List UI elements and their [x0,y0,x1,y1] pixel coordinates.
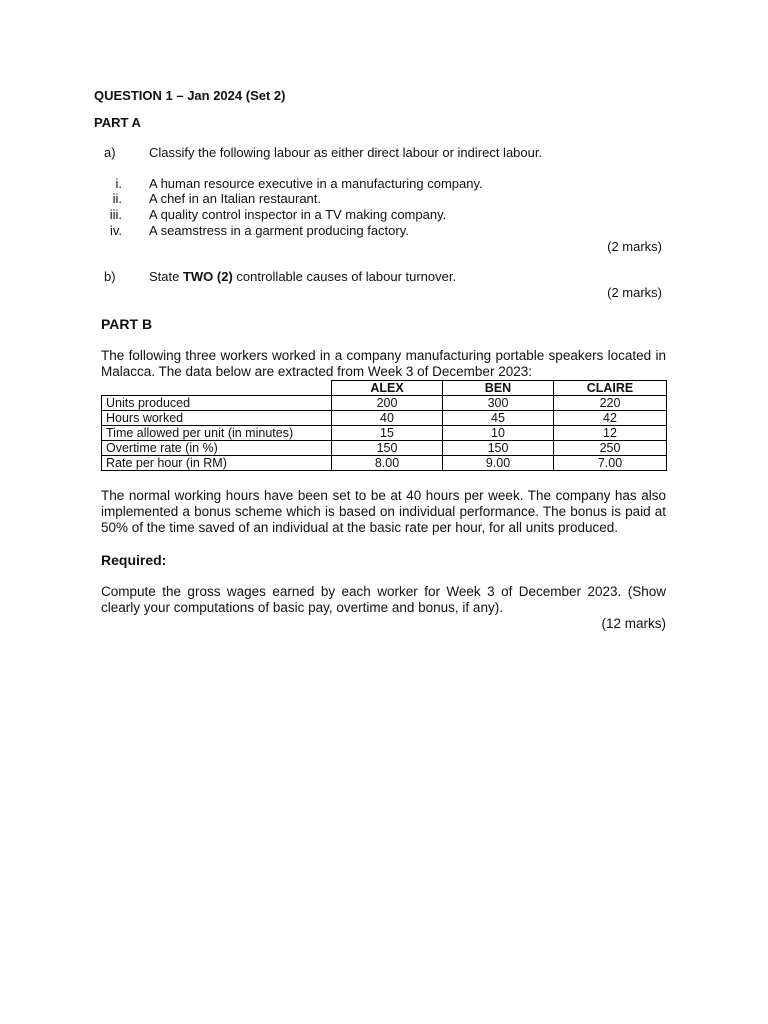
cell-value: 42 [554,411,667,426]
column-header-claire: CLAIRE [554,381,667,396]
question-a-text: Classify the following labour as either direct labour or indirect labour. [149,145,543,160]
part-b-heading: PART B [101,316,153,332]
worker-data-table [101,380,667,471]
item-ii-text: A chef in an Italian restaurant. [149,191,321,206]
question-a-letter: a) [104,145,116,160]
table-row [102,411,667,426]
question-b-letter: b) [104,269,116,284]
row-label: Units produced [102,396,332,411]
table-header-row [102,381,667,396]
question-b-text: State TWO (2) controllable causes of labour turnover. [149,269,457,284]
question-b-emphasis: TWO (2) [182,269,233,284]
item-iv-text: A seamstress in a garment producing factory. [149,223,409,238]
cell-value: 8.00 [332,456,443,471]
cell-value: 9.00 [443,456,554,471]
table-row [102,441,667,456]
bonus-scheme-paragraph: The normal working hours have been set to be at 40 hours per week. The company has also implemented a bonus scheme which is based on individual performance. The bonus is paid at 50% of the time saved of an individual at the basic rate per hour, for all units produced. [101,488,666,535]
table-row [102,426,667,441]
part-a-heading: PART A [94,115,141,130]
item-i-number: i. [115,176,122,191]
item-iv-number: iv. [109,223,122,238]
table-row [102,396,667,411]
cell-value: 45 [443,411,554,426]
cell-value: 150 [443,441,554,456]
column-header-alex: ALEX [332,381,443,396]
cell-value: 220 [554,396,667,411]
cell-value: 200 [332,396,443,411]
row-label: Overtime rate (in %) [102,441,332,456]
cell-value: 150 [332,441,443,456]
cell-value: 12 [554,426,667,441]
item-iii-number: iii. [109,207,122,222]
required-heading: Required: [101,552,167,568]
table-row [102,456,667,471]
cell-value: 7.00 [554,456,667,471]
item-iii-text: A quality control inspector in a TV making company. [149,207,447,222]
cell-value: 15 [332,426,443,441]
required-text: Compute the gross wages earned by each worker for Week 3 of December 2023. (Show clearly your computations of basic pay, overtime and bonus, if any). [101,584,666,615]
item-ii-number: ii. [112,191,122,206]
part-b-marks: (12 marks) [601,616,666,631]
question-a-marks: (2 marks) [607,239,662,254]
cell-value: 250 [554,441,667,456]
table-header-blank [102,381,332,396]
item-i-text: A human resource executive in a manufacturing company. [149,176,483,191]
cell-value: 40 [332,411,443,426]
cell-value: 10 [443,426,554,441]
row-label: Hours worked [102,411,332,426]
cell-value: 300 [443,396,554,411]
part-b-intro: The following three workers worked in a company manufacturing portable speakers located in Malacca. The data below are extracted from Week 3 of December 2023: [101,348,666,379]
row-label: Time allowed per unit (in minutes) [102,426,332,441]
question-title: QUESTION 1 – Jan 2024 (Set 2) [94,88,286,103]
question-b-marks: (2 marks) [607,285,662,300]
row-label: Rate per hour (in RM) [102,456,332,471]
column-header-ben: BEN [443,381,554,396]
